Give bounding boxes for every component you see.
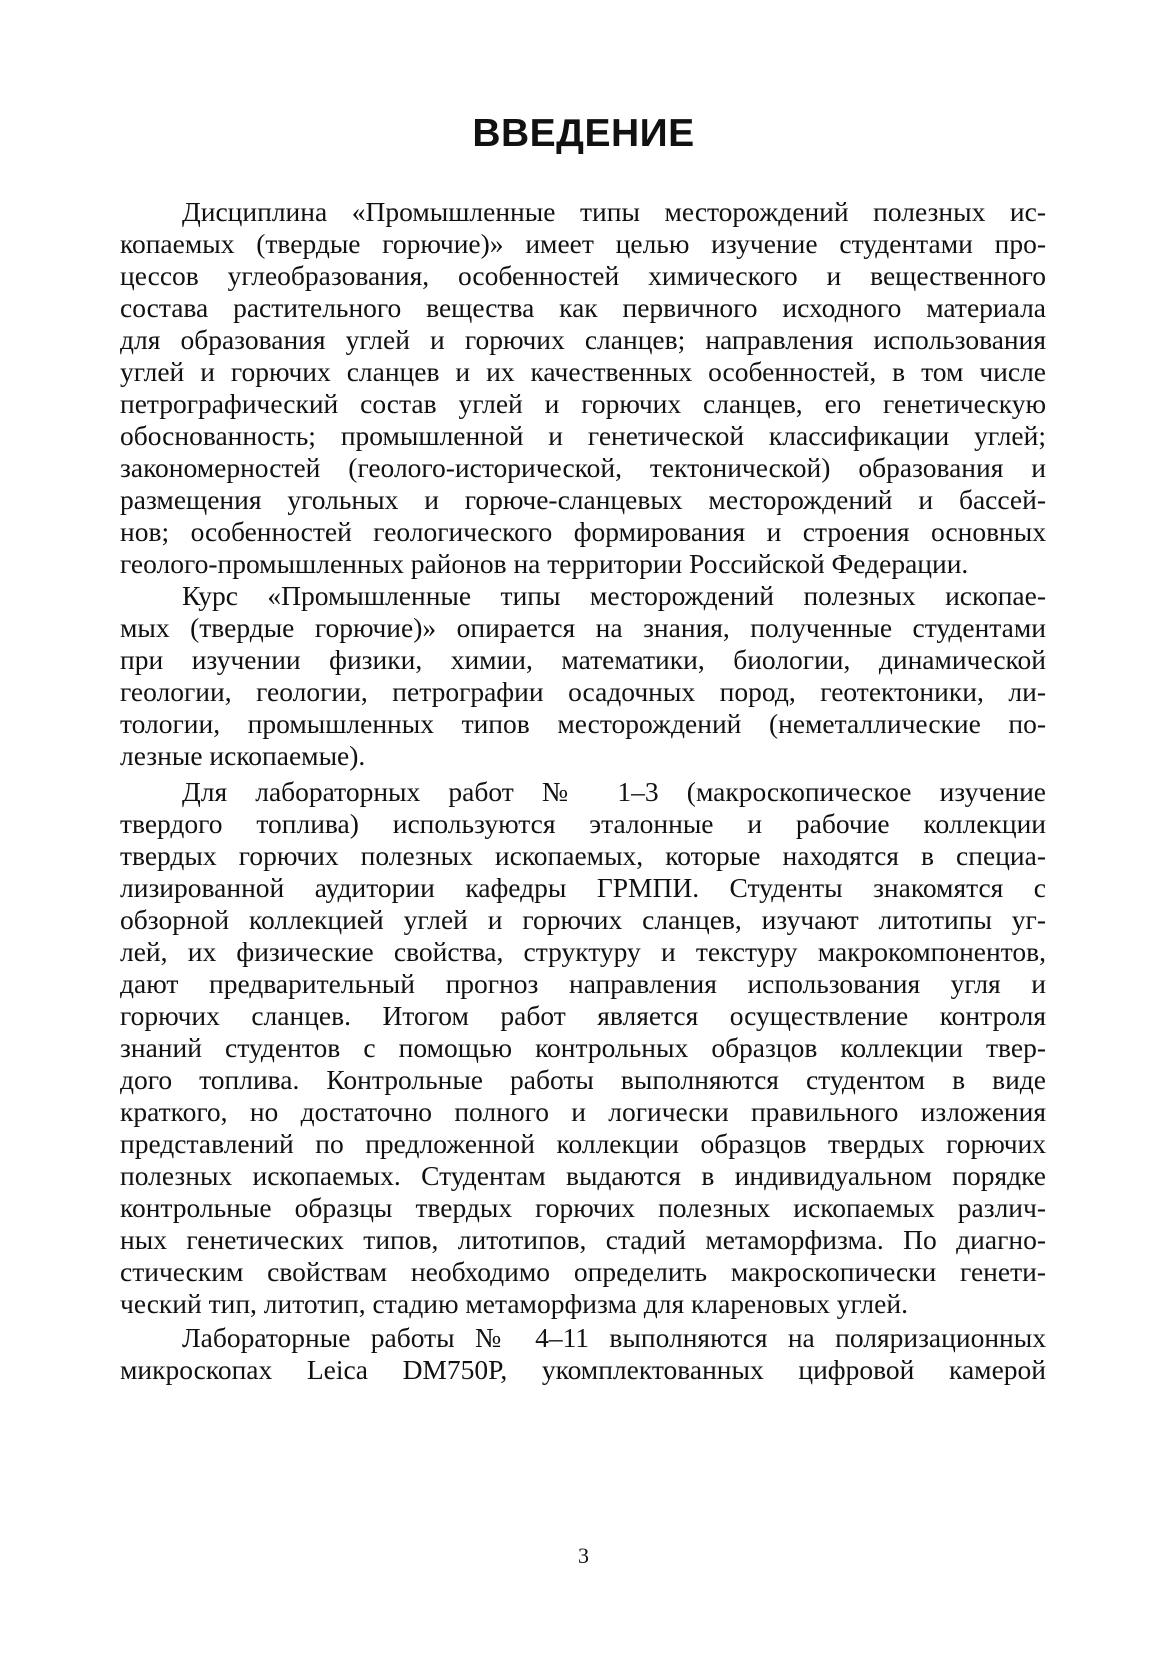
- text-line: знаний студентов с помощью контрольных образцов коллекции твер-: [120, 1032, 1046, 1063]
- text-line: лизированной аудитории кафедры ГРМПИ. Студенты знакомятся с: [120, 872, 1046, 903]
- text-line: копаемых (твердые горючие)» имеет целью изучение студентами про-: [120, 228, 1046, 259]
- text-line: закономерностей (геолого-исторической, тектонической) образования и: [120, 452, 1046, 483]
- text-line: при изучении физики, химии, математики, биологии, динамической: [120, 644, 1046, 675]
- text-line: углей и горючих сланцев и их качественных особенностей, в том числе: [120, 356, 1046, 387]
- text-line: твердых горючих полезных ископаемых, которые находятся в специа-: [120, 840, 1046, 871]
- text-line: твердого топлива) используются эталонные и рабочие коллекции: [120, 808, 1046, 839]
- text-line: Дисциплина «Промышленные типы месторождений полезных ис-: [182, 196, 1046, 227]
- text-line: ческий тип, литотип, стадию метаморфизма для клареновых углей.: [120, 1288, 908, 1319]
- text-line: полезных ископаемых. Студентам выдаются в индивидуальном порядке: [120, 1160, 1046, 1191]
- text-line: мых (твердые горючие)» опирается на знания, полученные студентами: [120, 612, 1046, 643]
- text-line: обзорной коллекцией углей и горючих сланцев, изучают литотипы уг-: [120, 904, 1046, 935]
- text-line: тологии, промышленных типов месторождений (неметаллические по-: [120, 708, 1046, 739]
- text-line: для образования углей и горючих сланцев; направления использования: [120, 324, 1046, 355]
- text-line: состава растительного вещества как первичного исходного материала: [120, 292, 1046, 323]
- text-line: Лабораторные работы № 4–11 выполняются на поляризационных: [182, 1322, 1046, 1353]
- text-line: ных генетических типов, литотипов, стадий метаморфизма. По диагно-: [120, 1224, 1046, 1255]
- page-number: 3: [578, 1543, 589, 1568]
- text-line: горючих сланцев. Итогом работ является осуществление контроля: [120, 1000, 1046, 1031]
- page-title: ВВЕДЕНИЕ: [472, 112, 695, 155]
- text-line: краткого, но достаточно полного и логически правильного изложения: [120, 1096, 1046, 1127]
- text-line: цессов углеобразования, особенностей химического и вещественного: [120, 260, 1046, 291]
- text-line: размещения угольных и горюче-сланцевых месторождений и бассей-: [120, 484, 1046, 515]
- text-line: контрольные образцы твердых горючих полезных ископаемых различ-: [120, 1192, 1046, 1223]
- text-line: стическим свойствам необходимо определить макроскопически генети-: [120, 1256, 1046, 1287]
- text-line: лей, их физические свойства, структуру и текстуру макрокомпонентов,: [120, 936, 1046, 967]
- text-line: обоснованность; промышленной и генетической классификации углей;: [120, 420, 1046, 451]
- text-line: петрографический состав углей и горючих сланцев, его генетическую: [120, 388, 1046, 419]
- text-line: геолого-промышленных районов на территории Российской Федерации.: [120, 548, 969, 579]
- text-line: представлений по предложенной коллекции образцов твердых горючих: [120, 1128, 1046, 1159]
- text-line: Курс «Промышленные типы месторождений полезных ископае-: [182, 580, 1046, 611]
- text-line: микроскопах Leica DM750P, укомплектованных цифровой камерой: [120, 1354, 1046, 1385]
- text-line: Для лабораторных работ № 1–3 (макроскопическое изучение: [182, 776, 1046, 807]
- text-line: нов; особенностей геологического формирования и строения основных: [120, 516, 1046, 547]
- text-line: дают предварительный прогноз направления использования угля и: [120, 968, 1046, 999]
- text-line: дого топлива. Контрольные работы выполняются студентом в виде: [120, 1064, 1046, 1095]
- text-line: геологии, геологии, петрографии осадочных пород, геотектоники, ли-: [120, 676, 1046, 707]
- text-line: лезные ископаемые).: [120, 740, 366, 771]
